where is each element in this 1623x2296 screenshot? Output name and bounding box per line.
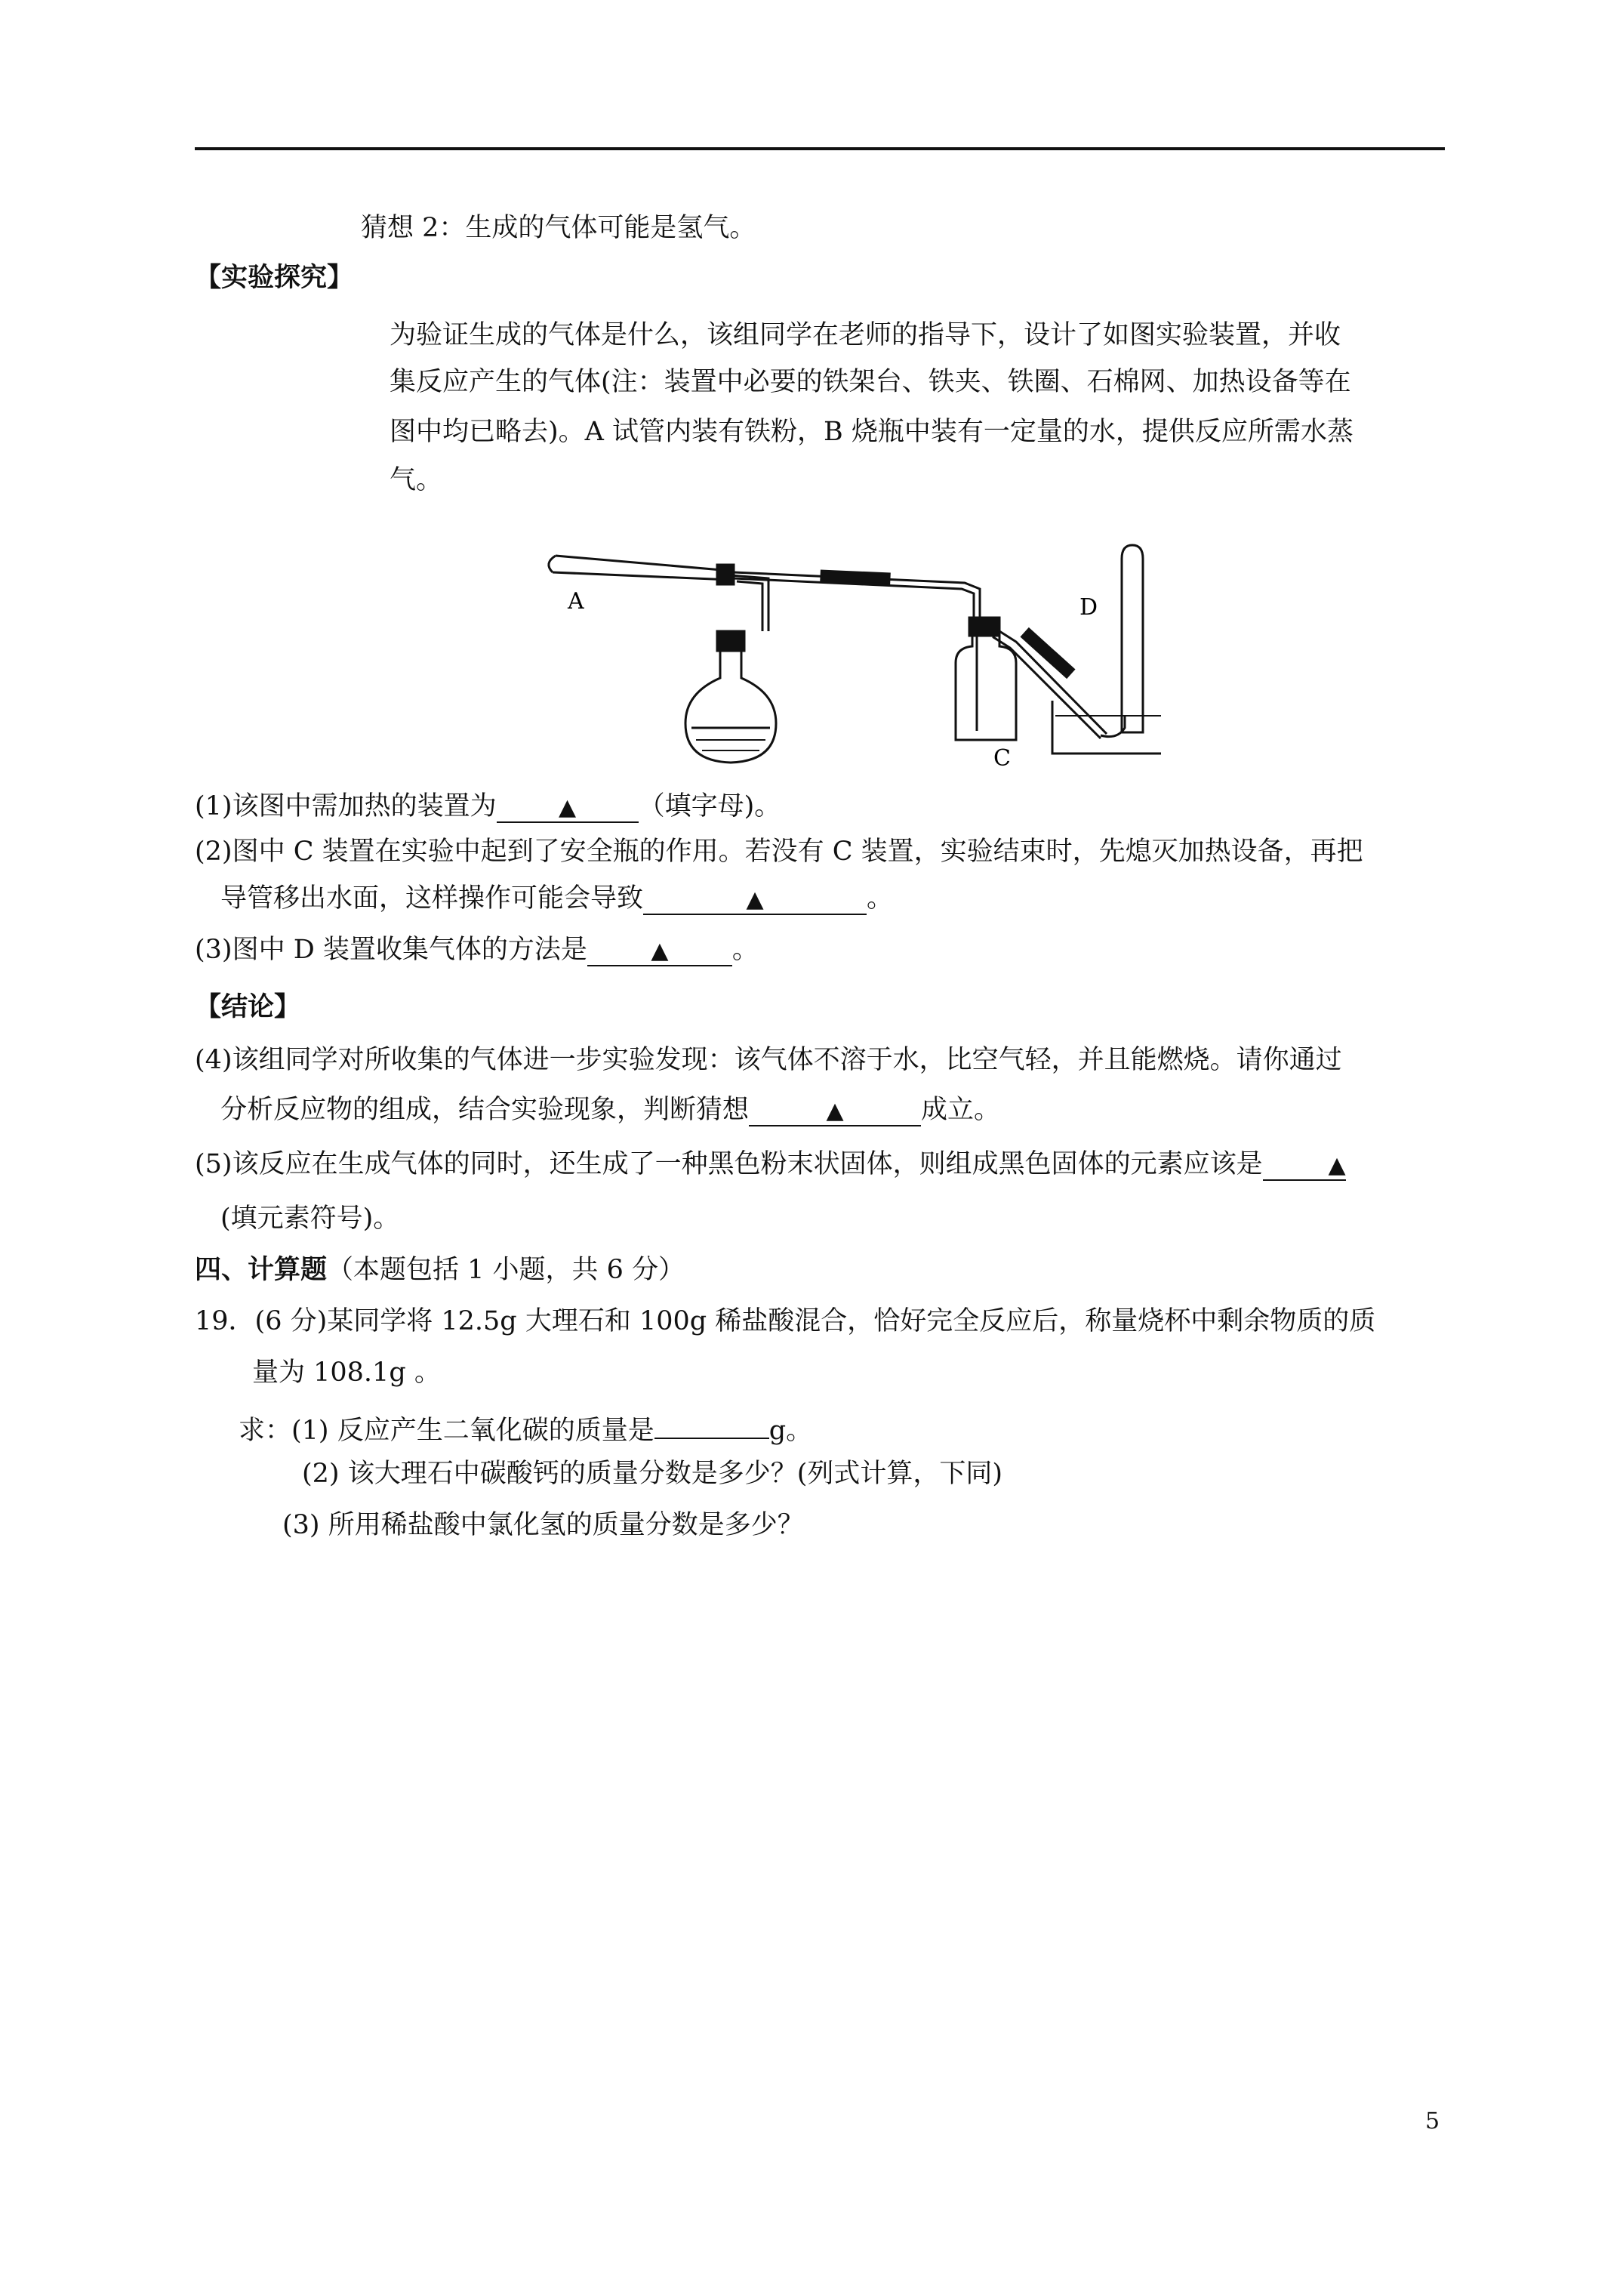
label-d: D bbox=[1079, 594, 1098, 621]
q1-suffix: （填字母)。 bbox=[638, 791, 781, 821]
label-a: A bbox=[568, 588, 584, 615]
page-number: 5 bbox=[1425, 2108, 1440, 2134]
section-experiment: 【实验探究】 bbox=[195, 262, 354, 293]
apparatus-diagram bbox=[542, 542, 1161, 769]
header-rule bbox=[195, 147, 1445, 150]
question-1 bbox=[195, 788, 781, 824]
q1-blank: ▲ bbox=[497, 791, 639, 823]
intro-line-3: 图中均已略去)。A 试管内装有铁粉，B 烧瓶中装有一定量的水，提供反应所需水蒸 bbox=[390, 417, 1354, 447]
question-19-line-2: 量为 108.1g 。 bbox=[252, 1358, 441, 1388]
q19-blank bbox=[654, 1407, 769, 1439]
q3-blank: ▲ bbox=[587, 935, 732, 966]
question-2-line-2: 导管移出水面，这样操作可能会导致 ▲ 。 bbox=[220, 883, 894, 914]
q4-blank: ▲ bbox=[749, 1095, 921, 1126]
question-19-sub-1: 求：(1) 反应产生二氧化碳的质量是 g。 bbox=[239, 1407, 812, 1449]
intro-line-4: 气。 bbox=[390, 465, 443, 495]
tube-a-end bbox=[549, 556, 556, 572]
hypothesis-2: 猜想 2：生成的气体可能是氢气。 bbox=[361, 213, 756, 243]
tube-a-bottom bbox=[553, 572, 731, 580]
q1-text: (1)该图中需加热的装置为 bbox=[195, 791, 497, 821]
question-19-sub-3: (3) 所用稀盐酸中氯化氢的质量分数是多少？ bbox=[282, 1510, 804, 1540]
question-5-line-2: (填元素符号)。 bbox=[220, 1203, 400, 1234]
flask-b bbox=[685, 631, 776, 763]
question-19-sub-2: (2) 该大理石中碳酸钙的质量分数是多少？(列式计算，下同) bbox=[302, 1459, 1003, 1489]
q5-blank: ▲ bbox=[1263, 1149, 1346, 1181]
label-c: C bbox=[993, 745, 1011, 769]
trough-d bbox=[1052, 545, 1161, 754]
q2-blank: ▲ bbox=[643, 883, 867, 915]
question-5-line-1: (5)该反应在生成气体的同时，还生成了一种黑色粉末状固体，则组成黑色固体的元素应该是 ▲ bbox=[195, 1149, 1346, 1179]
question-4-line-2: 分析反应物的组成，结合实验现象，判断猜想 ▲ 成立。 bbox=[220, 1095, 1001, 1125]
section-conclusion: 【结论】 bbox=[195, 991, 301, 1022]
bottle-c bbox=[956, 618, 1107, 740]
intro-line-2: 集反应产生的气体(注：装置中必要的铁架台、铁夹、铁圈、石棉网、加热设备等在 bbox=[390, 367, 1351, 397]
question-2-line-1: (2)图中 C 装置在实验中起到了安全瓶的作用。若没有 C 装置，实验结束时，先熄灭加热设备，再把 bbox=[195, 837, 1363, 867]
question-3: (3)图中 D 装置收集气体的方法是 ▲ 。 bbox=[195, 935, 759, 965]
question-4-line-1: (4)该组同学对所收集的气体进一步实验发现：该气体不溶于水，比空气轻，并且能燃烧。请你通过 bbox=[195, 1045, 1342, 1075]
intro-line-1: 为验证生成的气体是什么，该组同学在老师的指导下，设计了如图实验装置，并收 bbox=[390, 320, 1341, 350]
section-4-heading: 四、计算题（本题包括 1 小题，共 6 分） bbox=[195, 1254, 685, 1285]
question-19-line-1: 19．(6 分)某同学将 12.5g 大理石和 100g 稀盐酸混合，恰好完全反应后，称量烧杯中剩余物质的质 bbox=[195, 1306, 1376, 1336]
tube-a-top bbox=[556, 556, 731, 571]
